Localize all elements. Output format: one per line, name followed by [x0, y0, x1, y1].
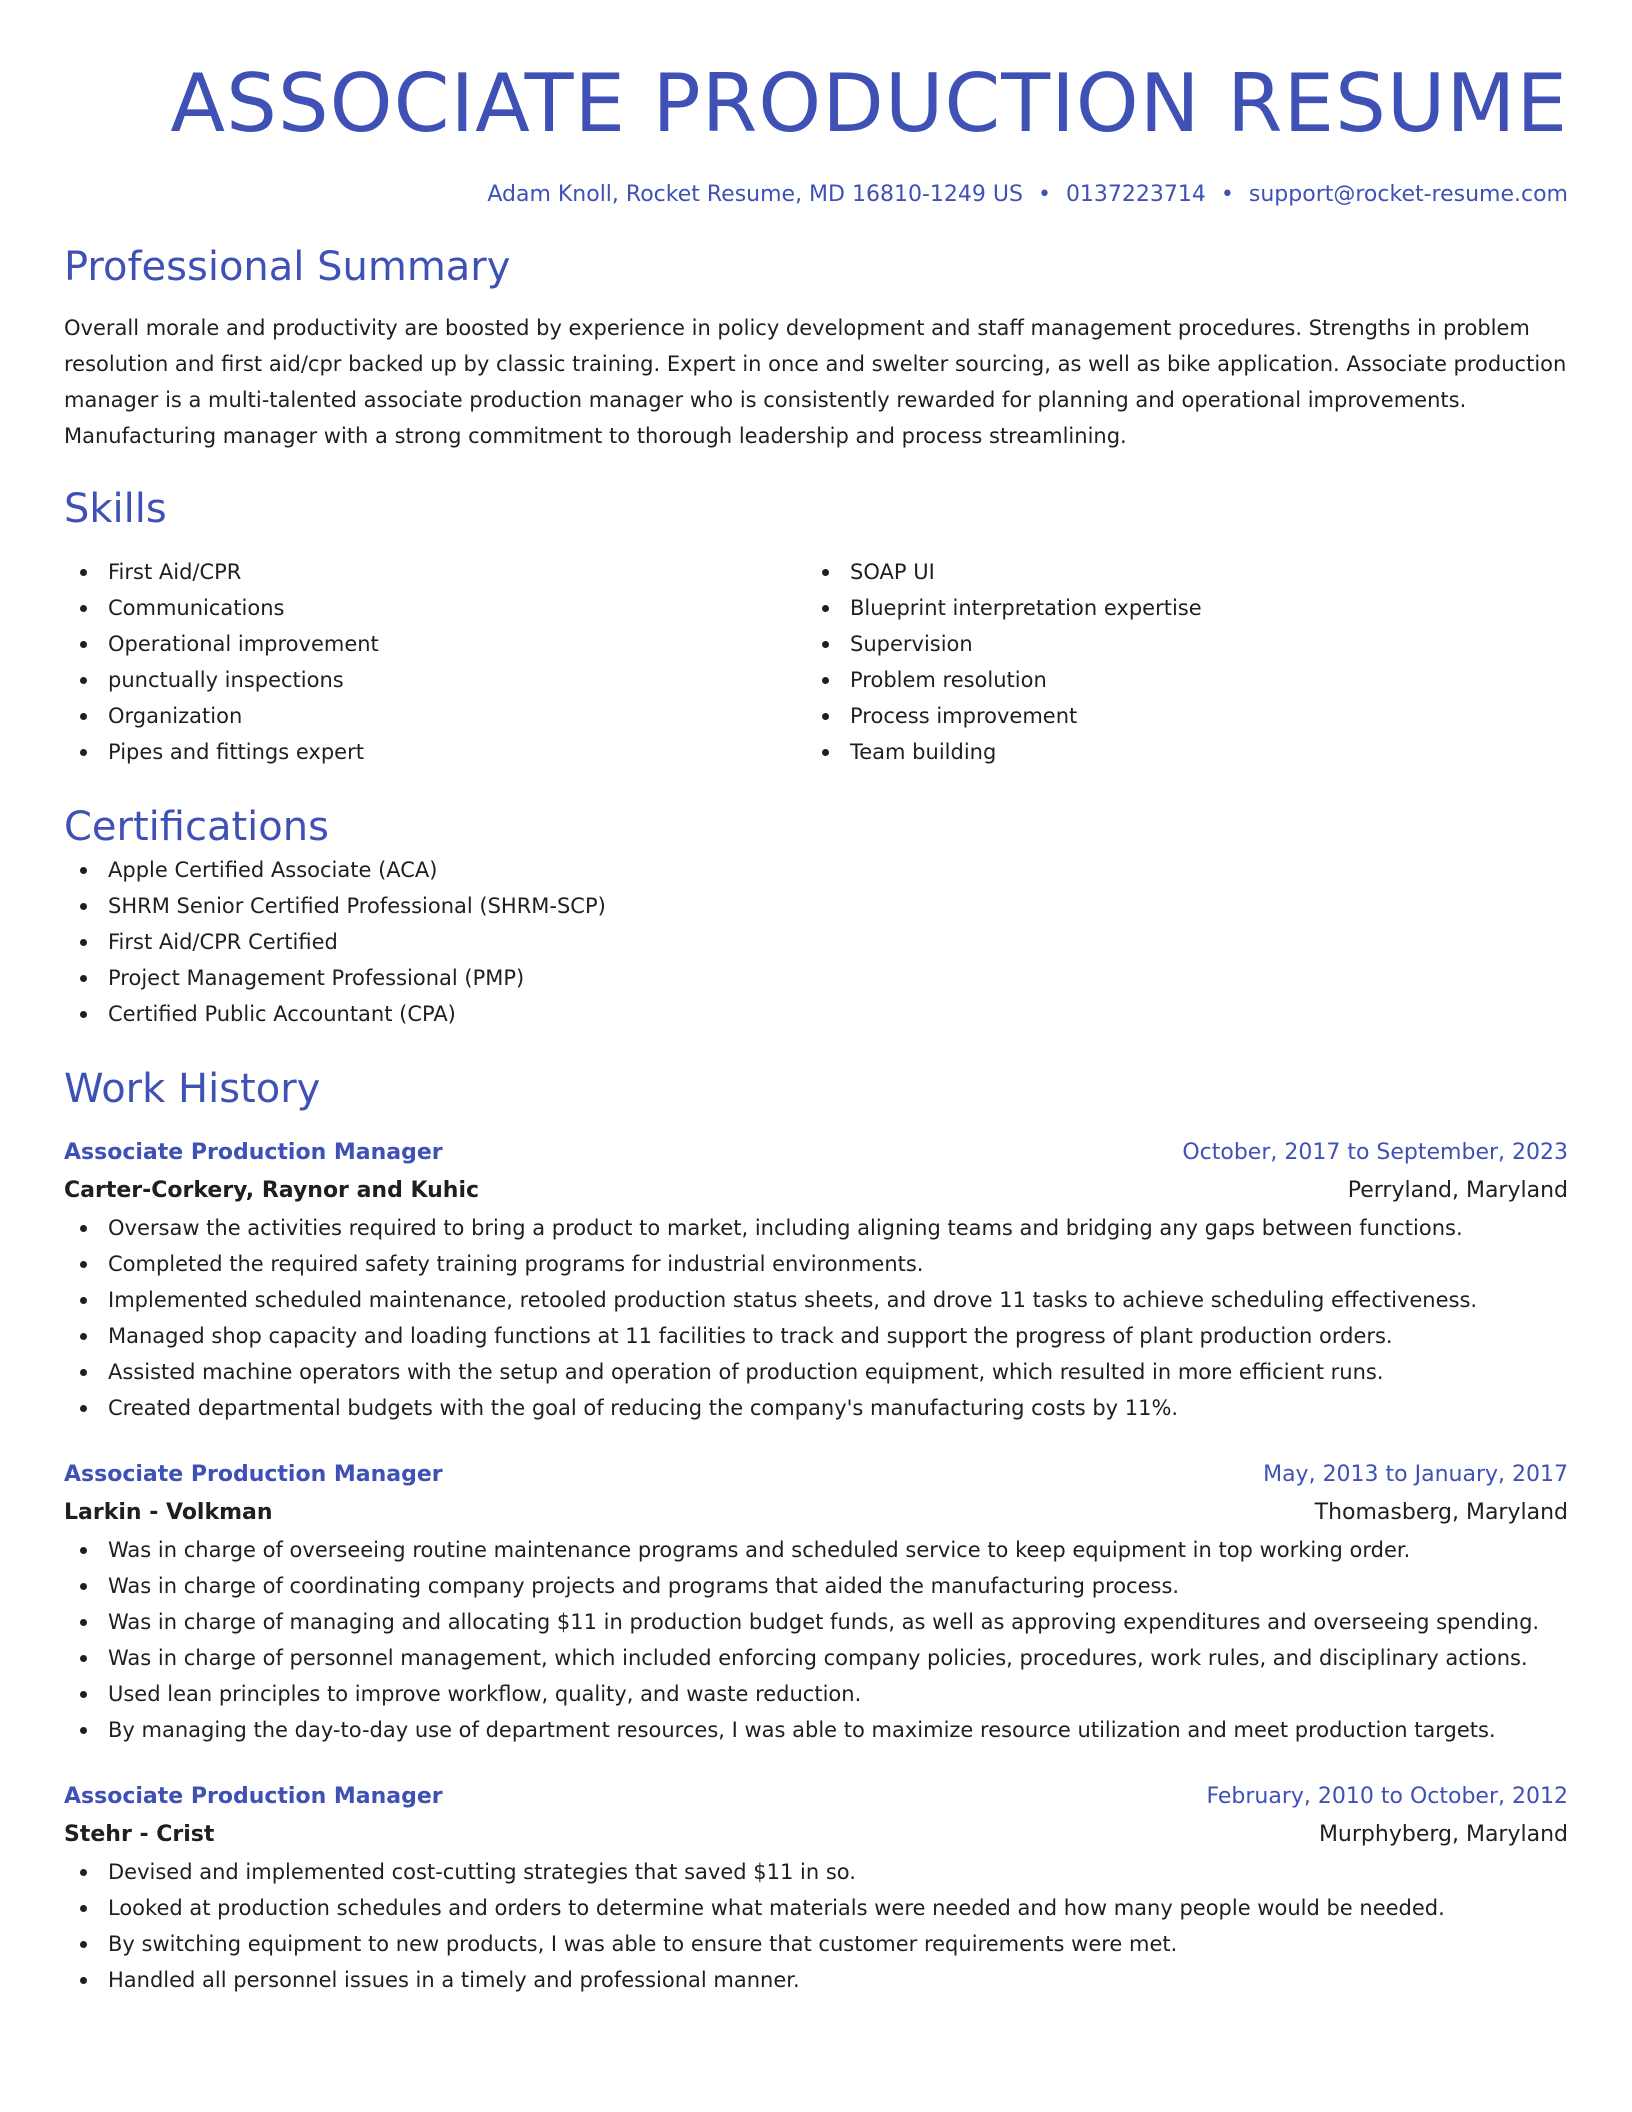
skill-label: Operational improvement: [108, 632, 379, 656]
bullet-icon: [80, 713, 87, 720]
contact-separator: •: [1220, 182, 1234, 207]
job-bullet-text: Looked at production schedules and orders to determine what materials were needed and how many people would be needed.: [108, 1896, 1445, 1920]
skill-label: Communications: [108, 596, 285, 620]
job-bullet: [64, 1246, 1568, 1282]
bullet-icon: [80, 569, 87, 576]
job-title: Associate Production Manager: [64, 1462, 443, 1487]
job-bullets: [64, 1210, 1568, 1426]
job-bullet: [64, 1282, 1568, 1318]
skill-item: [64, 590, 806, 626]
bullet-icon: [80, 975, 87, 982]
bullet-icon: [822, 605, 829, 612]
bullet-icon: [80, 1583, 87, 1590]
skills-grid: [64, 554, 1568, 770]
resume-title: ASSOCIATE PRODUCTION RESUME: [170, 57, 1568, 150]
skill-label: SOAP UI: [850, 560, 935, 584]
skill-label: Supervision: [850, 632, 973, 656]
bullet-icon: [80, 1941, 87, 1948]
certification-label: First Aid/CPR Certified: [108, 930, 338, 954]
bullet-icon: [80, 1619, 87, 1626]
job-bullet-text: By switching equipment to new products, I was able to ensure that customer requirements were met.: [108, 1932, 1178, 1956]
job-company-row: [64, 1816, 1568, 1854]
skill-item: [64, 698, 806, 734]
job-bullet: [64, 1532, 1568, 1568]
job-bullet: [64, 1210, 1568, 1246]
job-bullet-text: Managed shop capacity and loading functions at 11 facilities to track and support the progress of plant production orders.: [108, 1324, 1393, 1348]
summary-text: Overall morale and productivity are boosted by experience in policy development and staff management procedures. Strengths in problem resolution and first aid/cpr backed up by classic training. Expert in once and swelter sourcing, as well as bike application. Associate production manager is a multi-talented associate production manager who is consistently rewarded for planning and operational improvements. Manufacturing manager with a strong commitment to thorough leadership and process streamlining.: [64, 316, 1567, 448]
job-bullet-text: By managing the day-to-day use of department resources, I was able to maximize resource utilization and meet production targets.: [108, 1718, 1496, 1742]
certification-item: [64, 888, 1568, 924]
bullet-icon: [822, 749, 829, 756]
skill-label: Team building: [850, 740, 997, 764]
work-history-heading: Work History: [64, 1066, 321, 1112]
skill-item: [806, 554, 1548, 590]
job-bullet: [64, 1640, 1568, 1676]
contact-line: [64, 180, 1568, 210]
certification-item: [64, 960, 1568, 996]
skill-label: Organization: [108, 704, 243, 728]
job-bullet: [64, 1390, 1568, 1426]
skills-column-right: [806, 554, 1548, 770]
job-dates: May, 2013 to January, 2017: [1263, 1462, 1568, 1487]
job-bullet-text: Handled all personnel issues in a timely and professional manner.: [108, 1968, 800, 1992]
job-bullet-text: Oversaw the activities required to bring a product to market, including aligning teams and bridging any gaps between functions.: [108, 1216, 1463, 1240]
bullet-icon: [80, 1225, 87, 1232]
job-entry: [64, 1456, 1568, 1748]
skill-label: punctually inspections: [108, 668, 344, 692]
bullet-icon: [80, 939, 87, 946]
job-bullet-text: Used lean principles to improve workflow, quality, and waste reduction.: [108, 1682, 862, 1706]
job-bullet: [64, 1318, 1568, 1354]
job-bullet-text: Created departmental budgets with the goal of reducing the company's manufacturing costs by 11%.: [108, 1396, 1179, 1420]
job-company: Carter-Corkery, Raynor and Kuhic: [64, 1178, 480, 1203]
bullet-icon: [80, 1405, 87, 1412]
certification-label: Certified Public Accountant (CPA): [108, 1002, 456, 1026]
certification-item: [64, 996, 1568, 1032]
job-bullet: [64, 1354, 1568, 1390]
job-dates: February, 2010 to October, 2012: [1206, 1784, 1568, 1809]
summary-heading: Professional Summary: [64, 244, 511, 290]
job-bullet-text: Was in charge of coordinating company projects and programs that aided the manufacturing process.: [108, 1574, 1180, 1598]
job-bullet: [64, 1962, 1568, 1998]
job-company: Larkin - Volkman: [64, 1500, 273, 1525]
job-bullet: [64, 1568, 1568, 1604]
job-title: Associate Production Manager: [64, 1140, 443, 1165]
bullet-icon: [822, 641, 829, 648]
job-bullet-text: Completed the required safety training programs for industrial environments.: [108, 1252, 924, 1276]
skill-item: [64, 662, 806, 698]
job-entry: [64, 1778, 1568, 1998]
job-location: Thomasberg, Maryland: [1314, 1500, 1568, 1525]
skill-item: [806, 662, 1548, 698]
certification-label: Apple Certified Associate (ACA): [108, 858, 438, 882]
job-bullet-text: Was in charge of overseeing routine maintenance programs and scheduled service to keep equipment in top working order.: [108, 1538, 1411, 1562]
job-bullet-text: Was in charge of managing and allocating $11 in production budget funds, as well as approving expenditures and overseeing spending.: [108, 1610, 1540, 1634]
job-bullet: [64, 1676, 1568, 1712]
bullet-icon: [822, 569, 829, 576]
job-bullet: [64, 1890, 1568, 1926]
bullet-icon: [80, 1333, 87, 1340]
bullet-icon: [80, 1369, 87, 1376]
job-dates: October, 2017 to September, 2023: [1182, 1140, 1568, 1165]
job-company-row: [64, 1172, 1568, 1210]
bullet-icon: [80, 1727, 87, 1734]
job-bullet-text: Implemented scheduled maintenance, retooled production status sheets, and drove 11 tasks to achieve scheduling effectiveness.: [108, 1288, 1478, 1312]
job-entry: [64, 1134, 1568, 1426]
certification-item: [64, 852, 1568, 888]
certifications-heading: Certifications: [64, 804, 329, 850]
resume-page: [64, 0, 1568, 1998]
bullet-icon: [80, 1297, 87, 1304]
bullet-icon: [80, 1869, 87, 1876]
bullet-icon: [80, 1655, 87, 1662]
job-company-row: [64, 1494, 1568, 1532]
bullet-icon: [80, 605, 87, 612]
bullet-icon: [80, 1011, 87, 1018]
job-location: Murphyberg, Maryland: [1318, 1822, 1568, 1847]
skill-item: [64, 626, 806, 662]
skill-label: Problem resolution: [850, 668, 1047, 692]
job-title: Associate Production Manager: [64, 1784, 443, 1809]
skill-item: [806, 734, 1548, 770]
job-bullet: [64, 1604, 1568, 1640]
contact-email: support@rocket-resume.com: [1248, 182, 1568, 207]
bullet-icon: [80, 867, 87, 874]
certification-label: SHRM Senior Certified Professional (SHRM-SCP): [108, 894, 606, 918]
skill-label: Pipes and fittings expert: [108, 740, 364, 764]
job-bullet: [64, 1712, 1568, 1748]
certifications-list: [64, 852, 1568, 1032]
job-header-row: [64, 1456, 1568, 1494]
job-bullets: [64, 1532, 1568, 1748]
bullet-icon: [80, 1977, 87, 1984]
skill-item: [806, 698, 1548, 734]
skills-column-left: [64, 554, 806, 770]
job-location: Perryland, Maryland: [1347, 1178, 1568, 1203]
skill-item: [806, 626, 1548, 662]
job-bullet-text: Assisted machine operators with the setup and operation of production equipment, which resulted in more efficient runs.: [108, 1360, 1384, 1384]
bullet-icon: [80, 677, 87, 684]
skills-list-left: [64, 554, 806, 770]
skill-label: First Aid/CPR: [108, 560, 242, 584]
job-company: Stehr - Crist: [64, 1822, 215, 1847]
certification-item: [64, 924, 1568, 960]
bullet-icon: [80, 1261, 87, 1268]
bullet-icon: [80, 1691, 87, 1698]
bullet-icon: [822, 713, 829, 720]
skill-item: [64, 734, 806, 770]
bullet-icon: [822, 677, 829, 684]
contact-address: Adam Knoll, Rocket Resume, MD 16810-1249 US: [487, 182, 1023, 207]
bullet-icon: [80, 749, 87, 756]
job-bullet: [64, 1854, 1568, 1890]
bullet-icon: [80, 1547, 87, 1554]
skill-label: Blueprint interpretation expertise: [850, 596, 1202, 620]
job-bullets: [64, 1854, 1568, 1998]
skill-item: [806, 590, 1548, 626]
job-bullet-text: Was in charge of personnel management, which included enforcing company policies, procedures, work rules, and disciplinary actions.: [108, 1646, 1528, 1670]
skill-item: [64, 554, 806, 590]
bullet-icon: [80, 1905, 87, 1912]
skills-heading: Skills: [64, 486, 167, 532]
job-header-row: [64, 1778, 1568, 1816]
contact-separator: •: [1037, 182, 1051, 207]
skills-list-right: [806, 554, 1548, 770]
bullet-icon: [80, 903, 87, 910]
certification-label: Project Management Professional (PMP): [108, 966, 525, 990]
job-bullet: [64, 1926, 1568, 1962]
contact-phone: 0137223714: [1065, 182, 1206, 207]
skill-label: Process improvement: [850, 704, 1078, 728]
bullet-icon: [80, 641, 87, 648]
job-bullet-text: Devised and implemented cost-cutting strategies that saved $11 in so.: [108, 1860, 856, 1884]
job-header-row: [64, 1134, 1568, 1172]
